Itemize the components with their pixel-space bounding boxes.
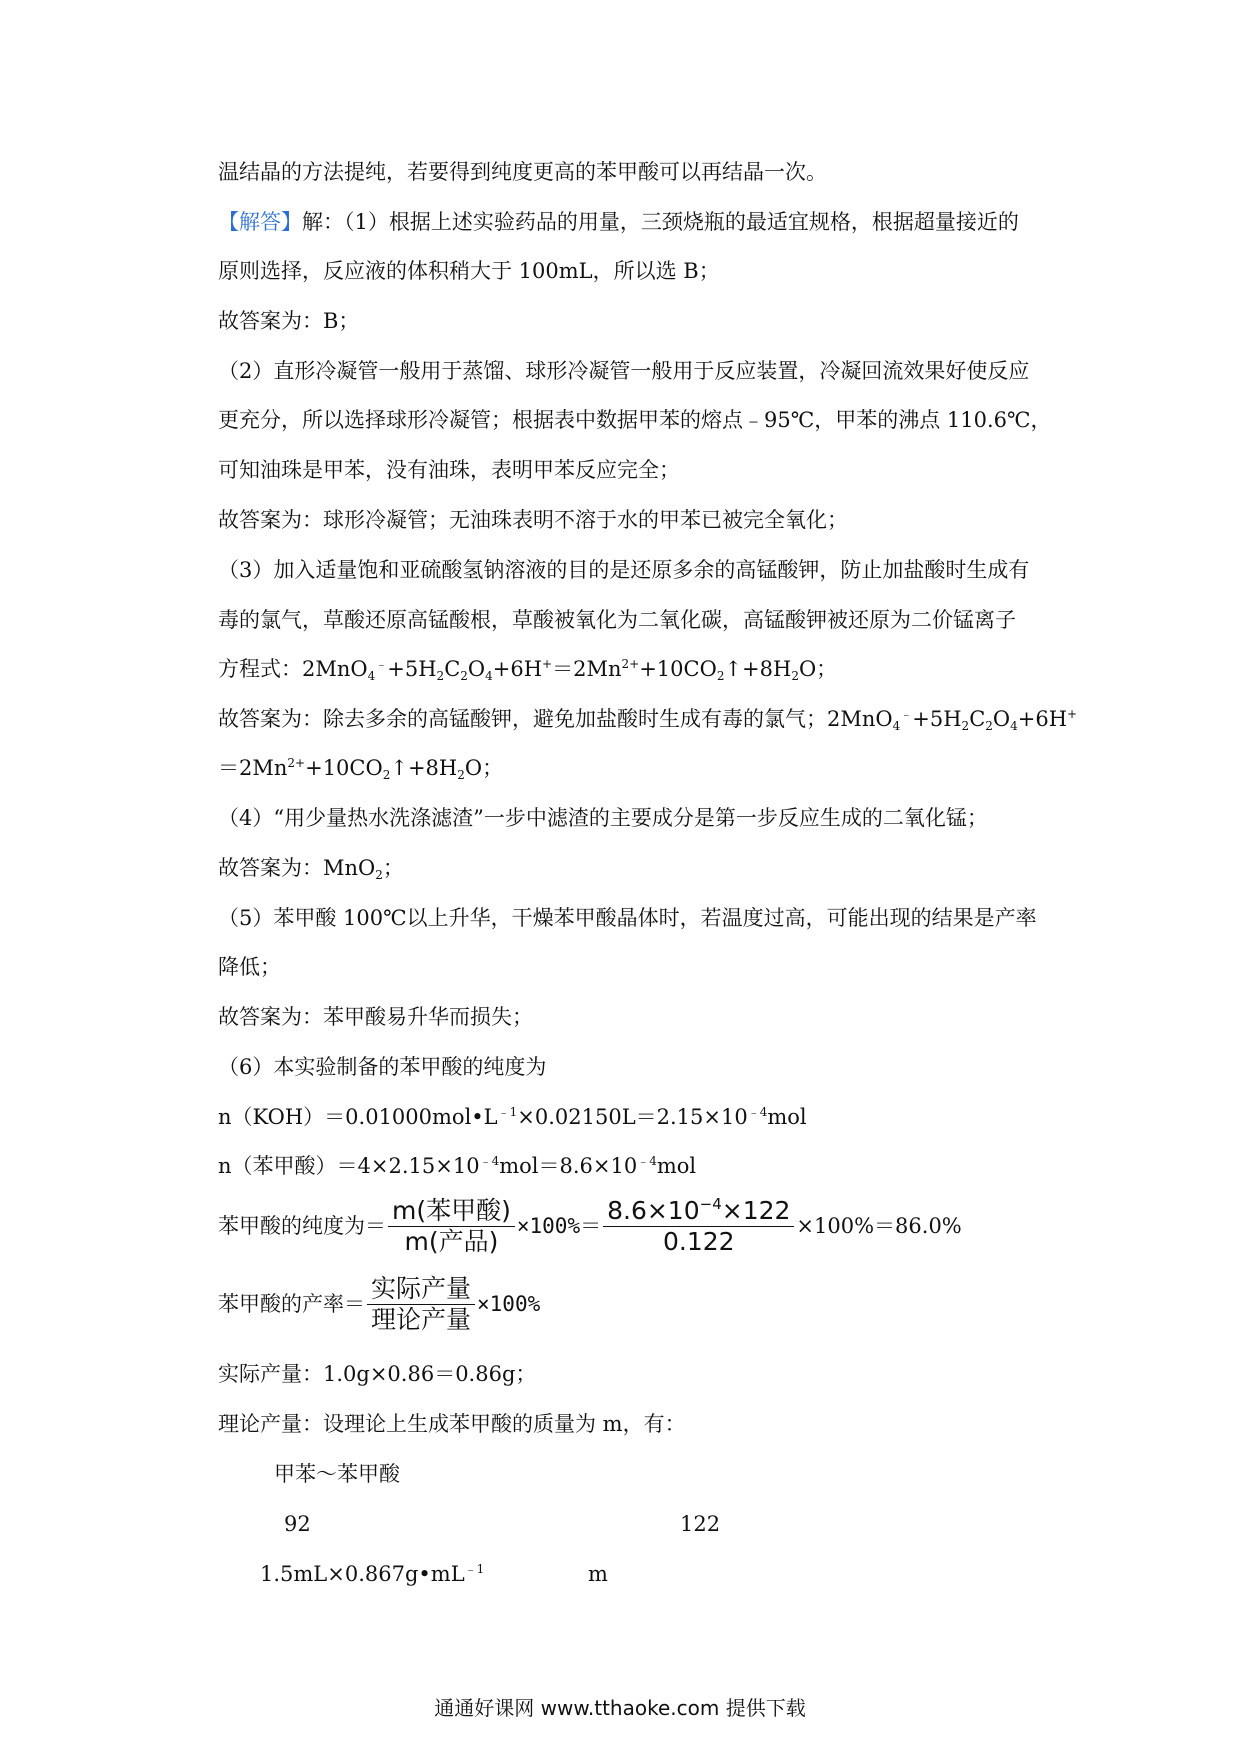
superscript: + xyxy=(1067,707,1078,721)
equation-line xyxy=(218,705,1077,733)
text-span: 方程式：2MnO xyxy=(218,657,368,681)
text-line: 更充分，所以选择球形冷凝管；根据表中数据甲苯的熔点﹣95℃，甲苯的沸点 110.6℃， xyxy=(218,408,1052,432)
text-span: +10CO xyxy=(305,756,383,780)
superscript: ﹣1 xyxy=(464,1562,485,1576)
text-line: 降低； xyxy=(218,955,281,979)
subscript: 4 xyxy=(892,719,901,733)
subscript: 2 xyxy=(375,868,383,882)
text-line: （3）加入适量饱和亚硫酸氢钠溶液的目的是还原多余的高锰酸钾，防止加盐酸时生成有 xyxy=(218,558,1030,582)
text-line: 故答案为：苯甲酸易升华而损失； xyxy=(218,1005,533,1029)
text-span: +6H xyxy=(1017,707,1068,731)
fraction xyxy=(388,1195,515,1256)
quantity-right: m xyxy=(588,1562,608,1586)
subscript: 2 xyxy=(716,669,725,683)
subscript: 4 xyxy=(485,669,493,683)
subscript: 2 xyxy=(382,768,391,782)
superscript: + xyxy=(542,657,553,671)
text-line: （5）苯甲酸 100℃以上升华，干燥苯甲酸晶体时，若温度过高，可能出现的结果是产率 xyxy=(218,906,1037,930)
fraction-numerator xyxy=(603,1194,794,1227)
text-span: ↑+8H xyxy=(390,756,458,780)
superscript: ﹣4 xyxy=(479,1154,500,1168)
text-span: C xyxy=(444,657,461,681)
page-footer: 通通好课网 www.tthaoke.com 提供下载 xyxy=(434,1696,806,1720)
text-span: ×122 xyxy=(721,1195,791,1225)
superscript: 2+ xyxy=(621,657,640,671)
fraction-numerator: m(苯甲酸) xyxy=(388,1198,515,1227)
text-line: 原则选择，反应液的体积稍大于 100mL，所以选 B； xyxy=(218,259,720,283)
subscript: 2 xyxy=(457,768,465,782)
superscript: ﹣ xyxy=(375,657,388,671)
fraction-numerator: 实际产量 xyxy=(367,1276,475,1305)
purity-formula xyxy=(218,1196,962,1256)
fraction xyxy=(603,1194,794,1256)
text-line: 故答案为：B； xyxy=(218,309,360,333)
subscript: 2 xyxy=(460,669,468,683)
text-span: ＝2Mn xyxy=(218,756,288,780)
text-span: 解：（1）根据上述实验药品的用量，三颈烧瓶的最适宜规格，根据超量接近的 xyxy=(302,210,1019,234)
subscript: 2 xyxy=(436,669,445,683)
subscript: 4 xyxy=(367,669,376,683)
superscript: ﹣ xyxy=(900,707,913,721)
yield-formula xyxy=(218,1274,540,1334)
answer-heading-line xyxy=(218,208,1019,236)
superscript: ﹣1 xyxy=(497,1105,518,1119)
molar-mass-left: 92 xyxy=(284,1512,311,1536)
text-span: ； xyxy=(382,856,404,880)
text-span: mol＝8.6×10 xyxy=(499,1154,638,1178)
text-span: +5H xyxy=(387,657,437,681)
text-span: +6H xyxy=(492,657,543,681)
text-span: C xyxy=(969,707,986,731)
text-line: 毒的氯气，草酸还原高锰酸根，草酸被氧化为二氧化碳，高锰酸钾被还原为二价锰离子 xyxy=(218,608,1016,632)
text-line: 理论产量：设理论上生成苯甲酸的质量为 m，有： xyxy=(218,1412,686,1436)
answer-tag: 【解答】 xyxy=(218,210,302,234)
text-span: mol xyxy=(767,1105,807,1129)
fraction-denominator: 理论产量 xyxy=(371,1304,472,1334)
superscript: 2+ xyxy=(287,756,306,770)
text-line: 温结晶的方法提纯，若要得到纯度更高的苯甲酸可以再结晶一次。 xyxy=(218,160,827,184)
text-span: ×0.02150L＝2.15×10 xyxy=(517,1105,748,1129)
text-span: 苯甲酸的纯度为＝ xyxy=(218,1214,386,1238)
fraction-denominator: m(产品) xyxy=(404,1226,499,1256)
subscript: 2 xyxy=(791,669,799,683)
superscript: ﹣4 xyxy=(637,1154,657,1168)
text-span: ×100%＝ xyxy=(516,1214,602,1238)
text-span: ↑+8H xyxy=(724,657,792,681)
text-line: （4）“用少量热水洗涤滤渣”一步中滤渣的主要成分是第一步反应生成的二氧化锰； xyxy=(218,806,988,830)
text-span: O； xyxy=(798,657,838,681)
text-span: mol xyxy=(656,1154,697,1178)
text-span: O xyxy=(992,707,1011,731)
text-line: （2）直形冷凝管一般用于蒸馏、球形冷凝管一般用于反应装置，冷凝回流效果好使反应 xyxy=(218,359,1030,383)
text-span: ＝2Mn xyxy=(552,657,622,681)
text-span: +5H xyxy=(912,707,962,731)
superscript: −4 xyxy=(699,1194,722,1213)
subscript: 2 xyxy=(961,719,970,733)
equation-line xyxy=(218,754,503,782)
text-line: 实际产量：1.0g×0.86＝0.86g； xyxy=(218,1362,537,1386)
equation-line xyxy=(218,655,837,683)
text-line: （6）本实验制备的苯甲酸的纯度为 xyxy=(218,1055,547,1079)
text-span: ×100% xyxy=(477,1292,541,1316)
text-line: 故答案为：球形冷凝管；无油珠表明不溶于水的甲苯已被完全氧化； xyxy=(218,508,848,532)
molar-mass-right: 122 xyxy=(680,1512,721,1536)
text-span: 故答案为：除去多余的高锰酸钾，避免加盐酸时生成有毒的氯气；2MnO xyxy=(218,707,893,731)
text-line: 可知油珠是甲苯，没有油珠，表明甲苯反应完全； xyxy=(218,458,680,482)
quantity-left xyxy=(260,1560,484,1588)
text-span: n（KOH）＝0.01000mol•L xyxy=(218,1105,498,1129)
formula-line xyxy=(218,1103,807,1131)
subscript: 4 xyxy=(1010,719,1018,733)
text-span: 1.5mL×0.867g•mL xyxy=(260,1562,465,1586)
fraction xyxy=(367,1273,475,1334)
fraction-denominator: 0.122 xyxy=(662,1226,735,1256)
text-span: O xyxy=(467,657,486,681)
text-span: +10CO xyxy=(639,657,717,681)
text-span: 8.6×10 xyxy=(607,1195,700,1225)
superscript: ﹣4 xyxy=(747,1105,768,1119)
text-span: ×100%＝86.0% xyxy=(796,1214,962,1238)
reaction-relation: 甲苯～苯甲酸 xyxy=(274,1462,400,1486)
text-line xyxy=(218,854,404,882)
formula-line xyxy=(218,1152,696,1180)
text-span: 苯甲酸的产率＝ xyxy=(218,1292,365,1316)
text-span: 故答案为：MnO xyxy=(218,856,376,880)
subscript: 2 xyxy=(985,719,993,733)
text-span: O； xyxy=(464,756,504,780)
text-span: n（苯甲酸）＝4×2.15×10 xyxy=(218,1154,480,1178)
